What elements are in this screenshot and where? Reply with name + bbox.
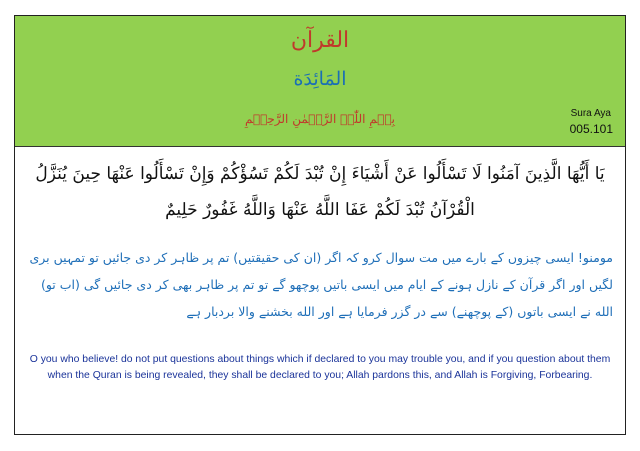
urdu-translation: مومنو! ایسی چیزوں کے بارے میں مت سوال کرو کہ اگر (ان کی حقیقتیں) تم پر ظاہر کر دی جائیں تو تمہیں بری لگیں اور اگر قرآن کے نازل ہونے کے ایام میں ایسی باتیں پوچھو گے تو تم پر ظاہر بھی کر دی جائیں گی (اب تو) الله نے ایسی باتوں (کے پوچھنے) سے در گزر فرمایا ہے اور الله بخشنے والا بردبار ہے [29,250,613,319]
bismillah-text: بِسۡمِ اللّٰہِ الرَّحۡمٰنِ الرَّحِیۡمِ [244,112,396,126]
reference-number: 005.101 [569,122,613,136]
english-translation: O you who believe! do not put questions about things which if declared to you may trouble you, and if you question about them when the Quran is being revealed, they shall be declared to you; Allah pardons this, and Allah is Forgiving, Forbearing. [29,354,611,381]
page-title: القرآن [290,28,350,53]
verse-card [14,15,626,435]
arabic-verse: يَا أَيُّهَا الَّذِينَ آمَنُوا لَا تَسْأَلُوا عَنْ أَشْيَاءَ إِنْ تُبْدَ لَكُمْ تَسُؤْكُمْ وَإِنْ تَسْأَلُوا عَنْهَا حِينَ يُنَزَّلُ الْقُرْآنُ تُبْدَ لَكُمْ عَفَا اللَّهُ عَنْهَا وَاللَّهُ غَفُورٌ حَلِيمٌ [35,164,605,220]
reference-label: Sura Aya [570,108,611,119]
surah-name: المَائِدَة [293,68,347,90]
header-banner [15,16,625,147]
